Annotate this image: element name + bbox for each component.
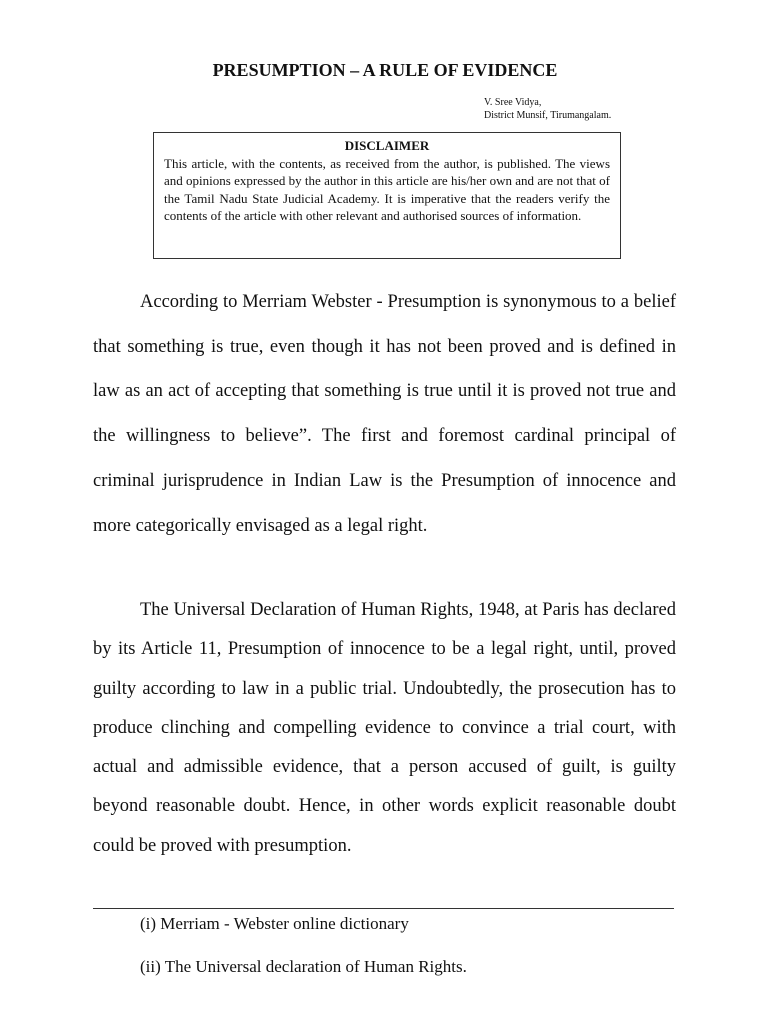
article-title: PRESUMPTION – A RULE OF EVIDENCE — [212, 60, 558, 80]
disclaimer-heading: DISCLAIMER — [344, 138, 430, 153]
disclaimer-text: This article, with the contents, as received from the author, is published. The views and opinions expressed by the author in this article are his/her own and are not that of the Tamil Nadu State Judicial Academy. It is imperative that the readers verify the contents of the article with other relevant and authorised sources of information. — [164, 156, 610, 224]
footnote-2: (ii) The Universal declaration of Human Rights. — [140, 957, 467, 976]
paragraph-2 — [93, 591, 676, 866]
author-designation: District Munsif, Tirumangalam. — [484, 110, 612, 121]
author-name: V. Sree Vidya, — [484, 97, 542, 108]
footnote-1: (i) Merriam - Webster online dictionary — [140, 914, 409, 933]
paragraph-2-text: The Universal Declaration of Human Rights, 1948, at Paris has declared by its Article 11, Presumption of innocence to be a legal right, until, proved guilty according to law in a public trial. Undoubtedly, the prosecution has to produce clinching and compelling evidence to convince a trial court, with actual and admissible evidence, that a person accused of guilt, is guilty beyond reasonable doubt. Hence, in other words explicit reasonable doubt could be proved with presumption. — [93, 600, 676, 856]
paragraph-1-text: According to Merriam Webster - Presumption is synonymous to a belief that something is true, even though it has not been proved and is defined in law as an act of accepting that something is true until it is proved not true and the willingness to believe”. The first and foremost cardinal principal of criminal jurisprudence in Indian Law is the Presumption of innocence and more categorically envisaged as a legal right. — [93, 292, 676, 536]
footnote-divider — [93, 908, 674, 909]
paragraph-1 — [93, 280, 676, 548]
author-block — [484, 96, 611, 122]
disclaimer-box — [153, 132, 621, 259]
